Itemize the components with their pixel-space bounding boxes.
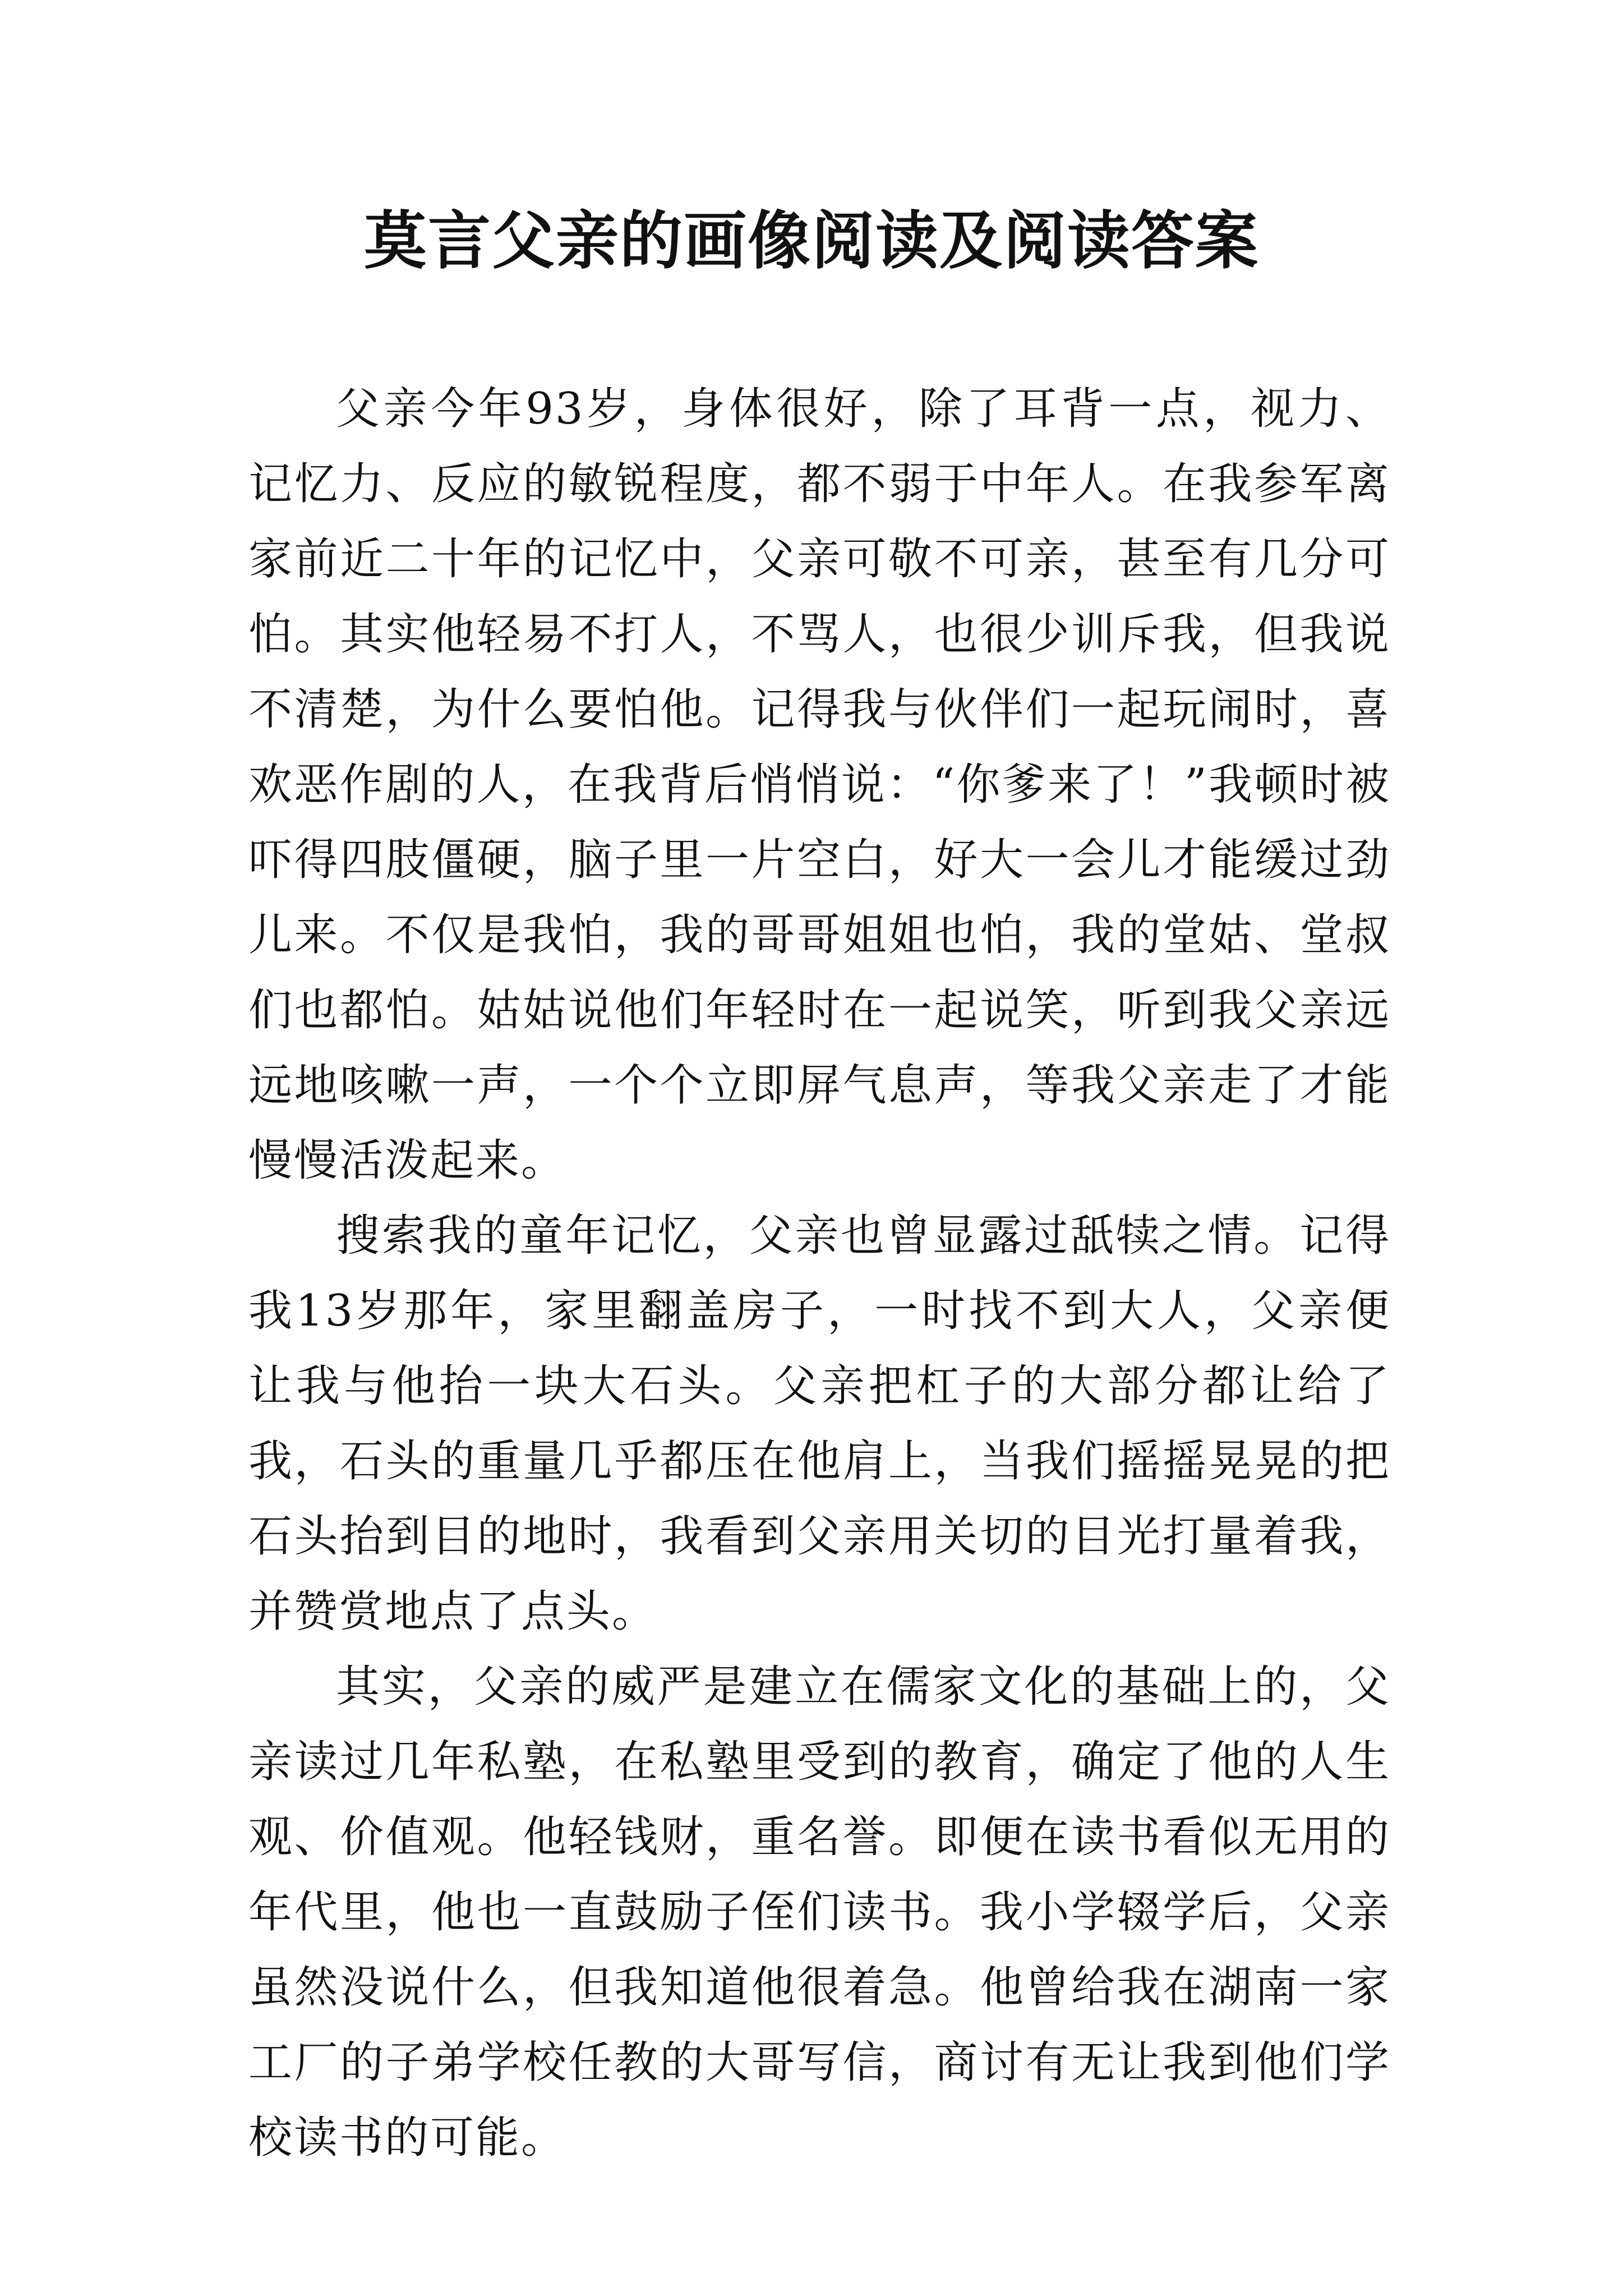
document-body [248, 371, 1391, 2175]
document-title: 莫言父亲的画像阅读及阅读答案 [364, 204, 1259, 278]
paragraph-2: 搜索我的童年记忆，父亲也曾显露过舐犊之情。记得我13岁那年，家里翻盖房子，一时找不到大人，父亲便让我与他抬一块大石头。父亲把杠子的大部分都让给了我，石头的重量几乎都压在他肩上，当我们摇摇晃晃的把石头抬到目的地时，我看到父亲用关切的目光打量着我，并赞赏地点了点头。 [248, 1211, 1391, 1637]
paragraph-3: 其实，父亲的威严是建立在儒家文化的基础上的，父亲读过几年私塾，在私塾里受到的教育，确定了他的人生观、价值观。他轻钱财，重名誉。即便在读书看似无用的年代里，他也一直鼓励子侄们读书。我小学辍学后，父亲虽然没说什么，但我知道他很着急。他曾给我在湖南一家工厂的子弟学校任教的大哥写信，商讨有无让我到他们学校读书的可能。 [248, 1662, 1391, 2163]
paragraph-1: 父亲今年93岁，身体很好，除了耳背一点，视力、记忆力、反应的敏锐程度，都不弱于中年人。在我参军离家前近二十年的记忆中，父亲可敬不可亲，甚至有几分可怕。其实他轻易不打人，不骂人，也很少训斥我，但我说不清楚，为什么要怕他。记得我与伙伴们一起玩闹时，喜欢恶作剧的人，在我背后悄悄说：“你爹来了！”我顿时被吓得四肢僵硬，脑子里一片空白，好大一会儿才能缓过劲儿来。不仅是我怕，我的哥哥姐姐也怕，我的堂姑、堂叔们也都怕。姑姑说他们年轻时在一起说笑，听到我父亲远远地咳嗽一声，一个个立即屏气息声，等我父亲走了才能慢慢活泼起来。 [248, 384, 1391, 1186]
